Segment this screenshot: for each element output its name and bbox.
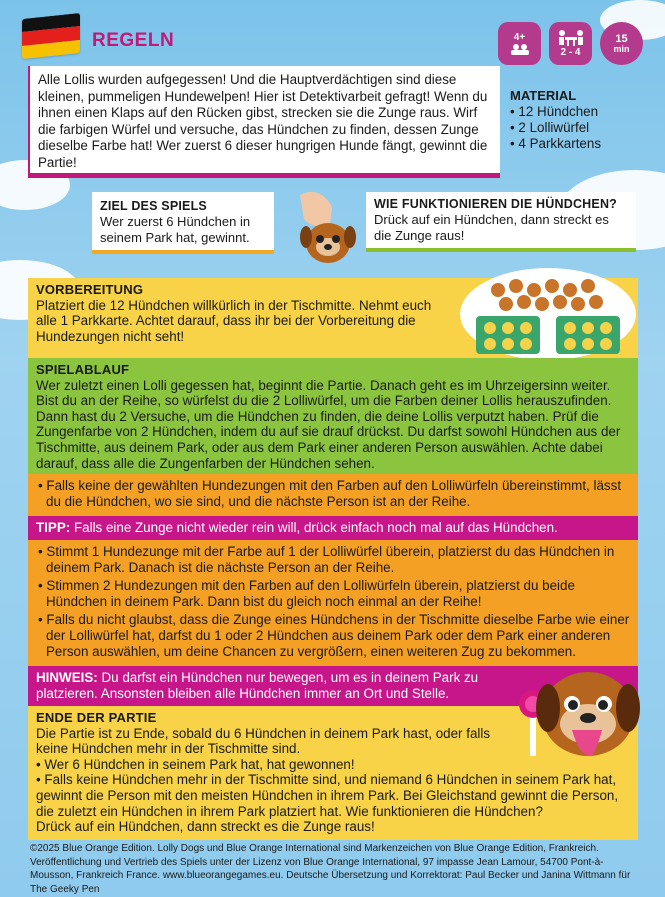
- material-item: • 4 Parkkartens: [510, 136, 602, 151]
- material-item: • 12 Hündchen: [510, 104, 599, 119]
- end-text: Die Partie ist zu Ende, sobald du 6 Hündchen in deinem Park hast, oder falls keine Hündchen mehr in der Tischmitte sind.: [36, 725, 491, 757]
- setup-heading: VORBEREITUNG: [36, 282, 144, 297]
- game-info-badges: [498, 22, 643, 65]
- intro-text-box: [28, 66, 500, 178]
- timer-icon: [600, 22, 643, 65]
- footer-legal-text: ©2025 Blue Orange Edition. Lolly Dogs und Blue Orange International sind Markenzeichen von Blue Orange Edition, Frankreich. Veröffentlichung und Vertrieb des Spiels unter der Lizenz von Blue Orange International, 97 impasse Jean Lamour, 54700 Pont-à-Mousson, Frankreich France. www.blueorangegames.eu. Deutsche Übersetzung und Korrektorat: Paul Becker und Janina Wittmann für The Geeky Pen: [30, 843, 631, 895]
- page-title: REGELN: [92, 30, 175, 51]
- players-table-icon: [549, 22, 592, 65]
- how-heading: WIE FUNKTIONIEREN DIE HÜNDCHEN?: [374, 197, 618, 211]
- rule-none-section: [28, 474, 638, 516]
- timer-unit: min: [613, 43, 630, 54]
- note-label: HINWEIS:: [36, 670, 98, 685]
- german-flag-icon: [22, 13, 80, 59]
- tip-label: TIPP:: [36, 520, 71, 535]
- material-list: [510, 88, 650, 152]
- players-label: 2 - 4: [560, 47, 581, 58]
- rule-none-text: • Falls keine der gewählten Hundezungen mit den Farben auf den Lolliwürfeln übereinstimmt, lässt du die Hündchen, wo sie sind, und die nächste Person ist an der Reihe.: [38, 478, 622, 509]
- timer-value: 15: [615, 32, 628, 45]
- setup-text: Platziert die 12 Hündchen willkürlich in der Tischmitte. Nehmt euch alle 1 Parkkarte. Achtet darauf, dass ihr bei der Vorbereitung die Hundezungen nicht seht!: [36, 297, 432, 344]
- material-heading: MATERIAL: [510, 88, 577, 103]
- rule-item: • Falls du nicht glaubst, dass die Zunge eines Hündchens in der Tischmitte dieselbe Farbe wie einer der Lolliwürfel hat, darfst du 1 oder 2 Hündchen aus deinem Park oder dem Park einer anderen Person auswählen, um deine Chancen zu vergrößern, einen weiteren Zug zu bekommen.: [38, 612, 630, 659]
- rules-section: [28, 540, 638, 666]
- hand-pressing-puppy-illustration: [290, 185, 360, 270]
- tip-section: [28, 516, 638, 540]
- goal-heading: ZIEL DES SPIELS: [100, 199, 207, 213]
- rule-item: • Stimmen 2 Hundezungen mit den Farben auf den Lolliwürfeln überein, platzierst du beide Hündchen in deinem Park. Dann bist du gleich noch einmal an der Reihe!: [38, 578, 575, 609]
- material-item: • 2 Lolliwürfel: [510, 120, 590, 135]
- end-item: • Wer 6 Hündchen in seinem Park hat, hat gewonnen!: [36, 756, 355, 772]
- intro-text: Alle Lollis wurden aufgegessen! Und die Hauptverdächtigen sind diese kleinen, pummeligen Hundewelpen! Hier ist Detektivarbeit gefragt! Wenn du ihnen einen Klaps auf den Rücken gibst, strecken sie die Zunge raus. Wirf die farbigen Würfel und versuche, das Hündchen zu finden, dessen Zunge dieselbe Farbe hat! Wer zuerst 6 dieser hungrigen Hunde fängt, gewinnt die Partie!: [38, 72, 488, 170]
- end-heading: ENDE DER PARTIE: [36, 710, 157, 725]
- age-players-icon: [498, 22, 541, 65]
- age-label: 4+: [513, 32, 526, 43]
- end-item: Drück auf ein Hündchen, dann streckt es die Zunge raus!: [36, 819, 375, 835]
- goal-box: [92, 192, 274, 254]
- puppy-with-lolli-illustration: [516, 660, 646, 764]
- how-box: [366, 192, 636, 252]
- end-item: • Falls keine Hündchen mehr in der Tischmitte sind, und niemand 6 Hündchen in seinem Park hat, gewinnt die Person mit den meisten Hündchen in ihrem Park. Bei Gleichstand gewinnt die Person, die zuletzt ein Hündchen in ihrem Park platziert hat. Wie funktionieren die Hündchen?: [36, 772, 619, 819]
- rule-item: • Stimmt 1 Hundezunge mit der Farbe auf 1 der Lolliwürfel überein, platzierst du das Hündchen in deinem Park. Danach ist die nächste Person an der Reihe.: [38, 544, 615, 575]
- setup-illustration: [458, 266, 638, 362]
- flow-section: [28, 358, 638, 474]
- how-text: Drück auf ein Hündchen, dann streckt es die Zunge raus!: [374, 212, 609, 243]
- flow-text: Wer zuletzt einen Lolli gegessen hat, beginnt die Partie. Danach geht es im Uhrzeigersinn weiter. Bist du an der Reihe, so würfelst du die 2 Lolliwürfel, um die Farben deiner Lollis herauszufinden. Dann hast du 2 Versuche, um die Hündchen zu finden, die deine Lollis verputzt haben. Prüf die Zungenfarbe von 2 Hündchen, indem du auf sie drauf drückst. Du darfst sowohl Hündchen aus der Tischmitte, aus deinem Park, oder aus dem Park einer anderen Person auswählen. Achte dabei darauf, dass alle die Zungenfarben der Hündchen sehen.: [36, 377, 621, 471]
- tip-text: Falls eine Zunge nicht wieder rein will, drück einfach noch mal auf das Hündchen.: [73, 520, 558, 535]
- note-text: Du darfst ein Hündchen nur bewegen, um es in deinem Park zu platzieren. Ansonsten bleiben alle Hündchen immer an Ort und Stelle.: [36, 670, 479, 701]
- goal-text: Wer zuerst 6 Hündchen in seinem Park hat, gewinnt.: [100, 214, 251, 245]
- flow-heading: SPIELABLAUF: [36, 362, 130, 377]
